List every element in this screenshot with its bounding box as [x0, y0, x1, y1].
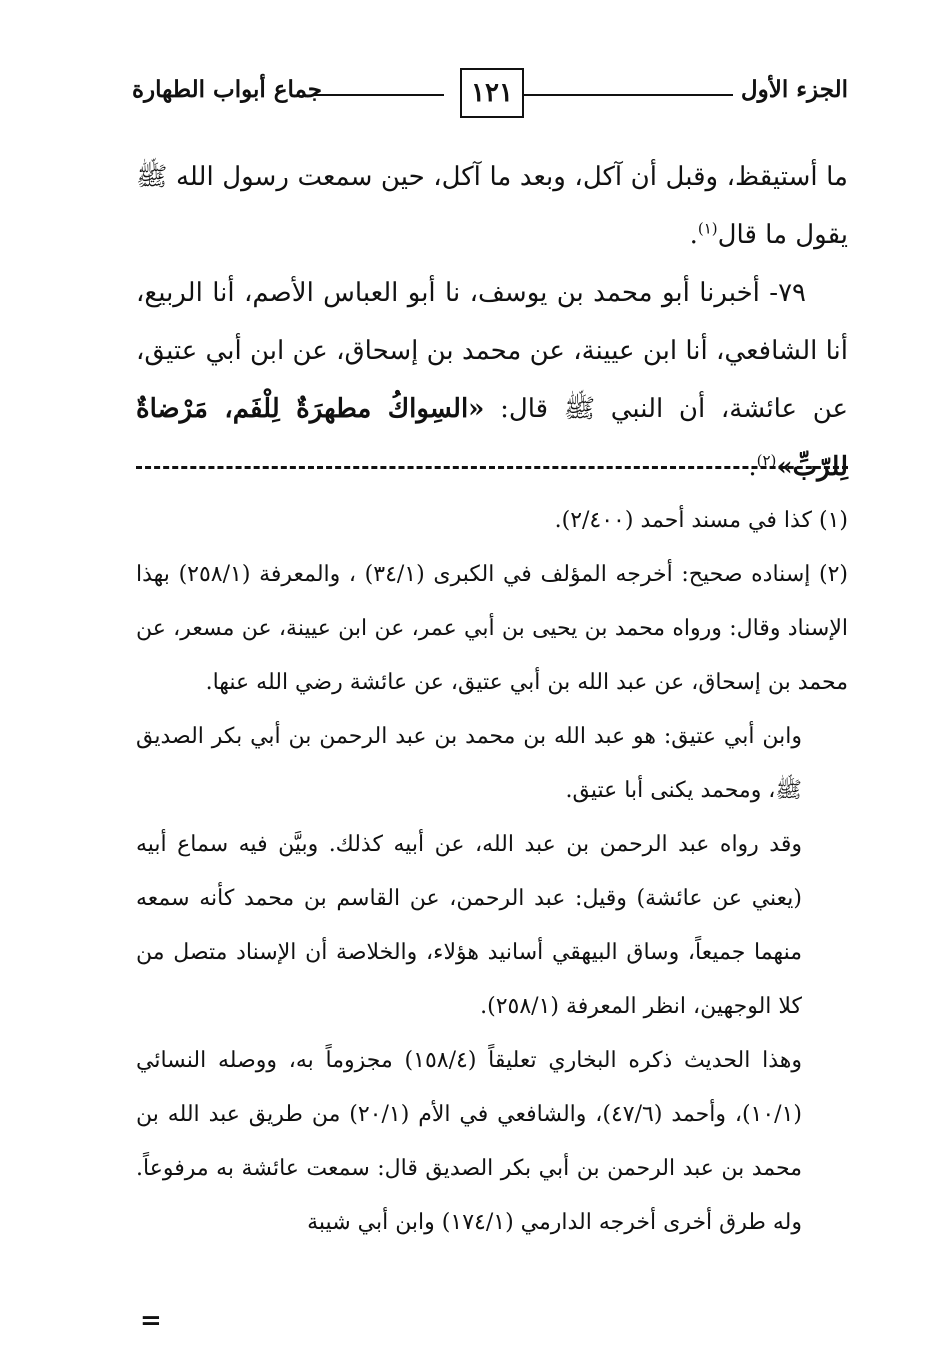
- page-header: [132, 68, 848, 124]
- main-text: [136, 148, 848, 496]
- header-rule-left: [314, 94, 444, 96]
- hadith-isnad: ٧٩- أخبرنا أبو محمد بن يوسف، نا أبو العباس الأصم، أنا الربيع، أنا الشافعي، أنا ابن عيينة، عن محمد بن إسحاق، عن ابن أبي عتيق، عن عائشة، أن النبي ﷺ قال:: [136, 278, 849, 424]
- volume-label: الجزء الأول: [740, 76, 848, 103]
- paragraph-end: .: [689, 220, 698, 250]
- footnote-2: (٢) إسناده صحيح: أخرجه المؤلف في الكبرى (٣٤/١) ، والمعرفة (٢٥٨/١) بهذا الإسناد وقال: ورواه محمد بن يحيى بن أبي عمر، عن ابن عيينة، عن مسعر، عن محمد بن إسحاق، عن عبد الله بن أبي عتيق، عن عائشة رضي الله عنها.: [136, 562, 849, 695]
- footnote-2-para-4: وهذا الحديث ذكره البخاري تعليقاً (١٥٨/٤) مجزوماً به، ووصله النسائي (١٠/١)، وأحمد (٤٧/٦)، والشافعي في الأم (٢٠/١) من طريق عبد الله بن محمد بن عبد الرحمن بن أبي بكر الصديق قال: سمعت عائشة به مرفوعاً. وله طرق أخرى أخرجه الدارمي (١٧٤/١) وابن أبي شيبة: [136, 1048, 803, 1235]
- paragraph-continuation: [136, 148, 848, 264]
- footnote-divider: [136, 466, 848, 469]
- page-number: ١٢١: [460, 68, 524, 118]
- footnotes: [136, 494, 848, 1250]
- paragraph-end: .: [748, 452, 757, 482]
- footnote-ref: (١): [697, 219, 718, 238]
- footnote-ref: (٢): [756, 451, 777, 470]
- hadith-quote: «السِواكُ مطهرَةٌ لِلْفَم، مَرْضاةٌ لِلرّبِّ»: [136, 394, 848, 482]
- continuation-mark: =: [140, 1306, 162, 1336]
- paragraph-text: ما أستيقظ، وقبل أن آكل، وبعد ما آكل، حين سمعت رسول الله ﷺ يقول ما قال: [136, 162, 848, 250]
- footnote-2-para-3: وقد رواه عبد الرحمن بن عبد الله، عن أبيه كذلك. وبيَّن فيه سماع أبيه (يعني عن عائشة) وقيل: عبد الرحمن، عن القاسم بن محمد كأنه سمعه منهما جميعاً، وساق البيهقي أسانيد هؤلاء، والخلاصة أن الإسناد متصل من كلا الوجهين، انظر المعرفة (٢٥٨/١).: [136, 832, 802, 1019]
- header-rule-right: [523, 94, 733, 96]
- footnote-1: (١) كذا في مسند أحمد (٢/٤٠٠).: [554, 508, 848, 533]
- footnote-2-para-2: وابن أبي عتيق: هو عبد الله بن محمد بن عبد الرحمن بن أبي بكر الصديق ﷺ، ومحمد يكنى أبا عتيق.: [136, 724, 802, 803]
- hadith-79: [136, 264, 848, 496]
- chapter-title: جماع أبواب الطهارة: [132, 76, 323, 103]
